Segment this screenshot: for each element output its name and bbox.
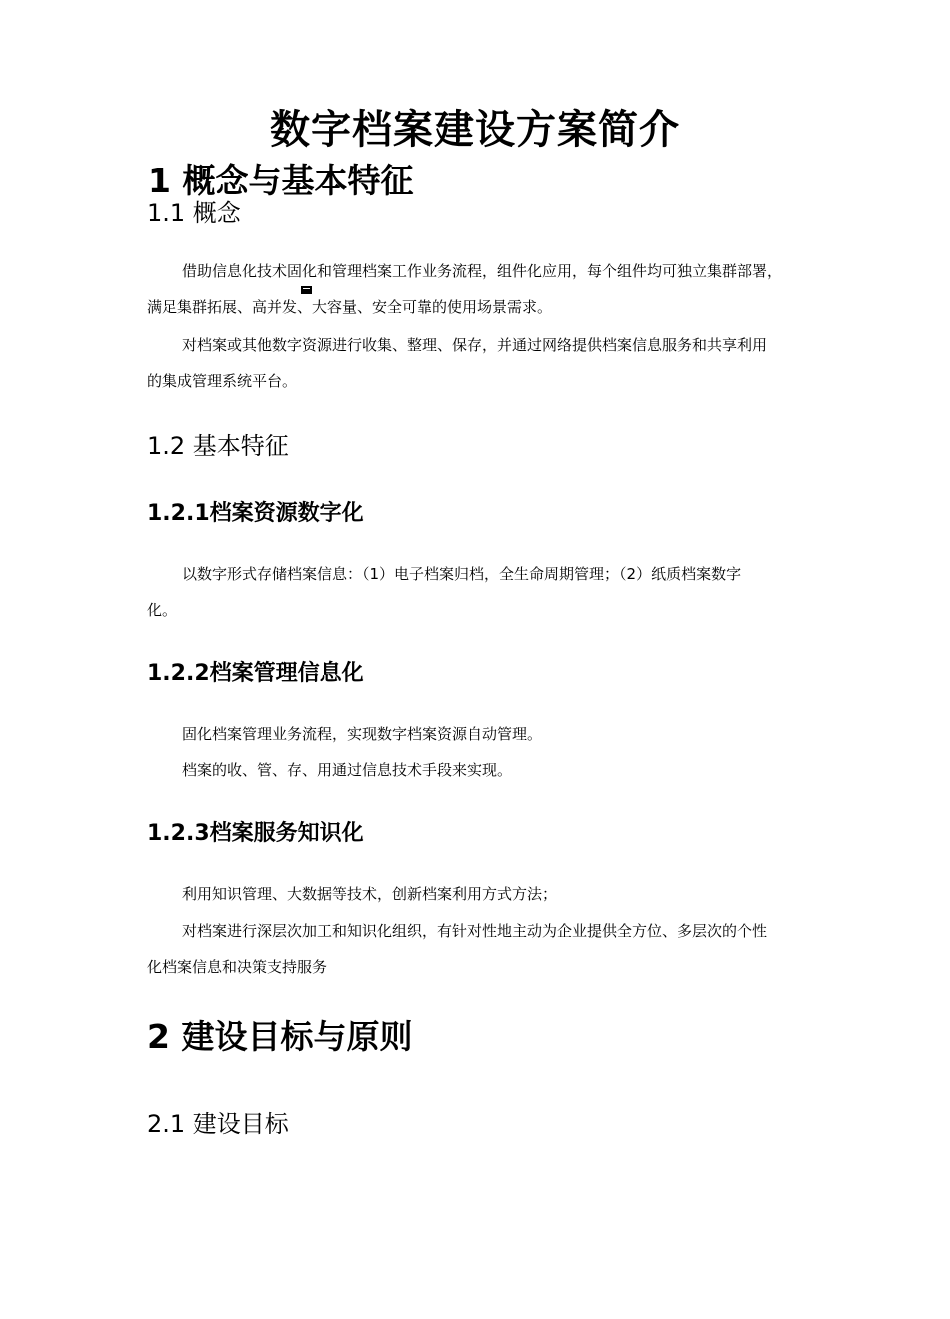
- inline-mark-icon: [301, 286, 312, 294]
- paragraph-line: 利用知识管理、大数据等技术，创新档案利用方式方法；: [182, 885, 558, 903]
- paragraph-line: 对档案或其他数字资源进行收集、整理、保存，并通过网络提供档案信息服务和共享利用: [182, 336, 768, 354]
- paragraph-line: 化档案信息和决策支持服务: [147, 958, 328, 976]
- paragraph-line: 档案的收、管、存、用通过信息技术手段来实现。: [182, 761, 513, 779]
- section-1-2-1-heading: 1.2.1档案资源数字化: [147, 501, 364, 526]
- paragraph-line: 满足集群拓展、高并发、大容量、安全可靠的使用场景需求。: [147, 298, 553, 316]
- paragraph-line: 固化档案管理业务流程，实现数字档案资源自动管理。: [182, 725, 543, 743]
- document-title: 数字档案建设方案简介: [270, 107, 680, 153]
- paragraph-line: 对档案进行深层次加工和知识化组织，有针对性地主动为企业提供全方位、多层次的个性: [182, 922, 768, 940]
- section-2-1-heading: 2.1 建设目标: [147, 1110, 289, 1138]
- section-1-1-heading: 1.1 概念: [147, 199, 241, 227]
- section-1-2-2-heading: 1.2.2档案管理信息化: [147, 661, 364, 686]
- paragraph-line: 的集成管理系统平台。: [147, 372, 298, 390]
- paragraph-line: 以数字形式存储档案信息：（1）电子档案归档，全生命周期管理；（2）纸质档案数字: [182, 565, 742, 583]
- paragraph-line: 借助信息化技术固化和管理档案工作业务流程，组件化应用，每个组件均可独立集群部署，: [182, 262, 783, 280]
- section-1-2-3-heading: 1.2.3档案服务知识化: [147, 821, 364, 846]
- section-1-heading: 1 概念与基本特征: [148, 161, 414, 200]
- section-1-2-heading: 1.2 基本特征: [147, 432, 289, 460]
- paragraph-line: 化。: [147, 601, 178, 619]
- section-2-heading: 2 建设目标与原则: [147, 1017, 413, 1056]
